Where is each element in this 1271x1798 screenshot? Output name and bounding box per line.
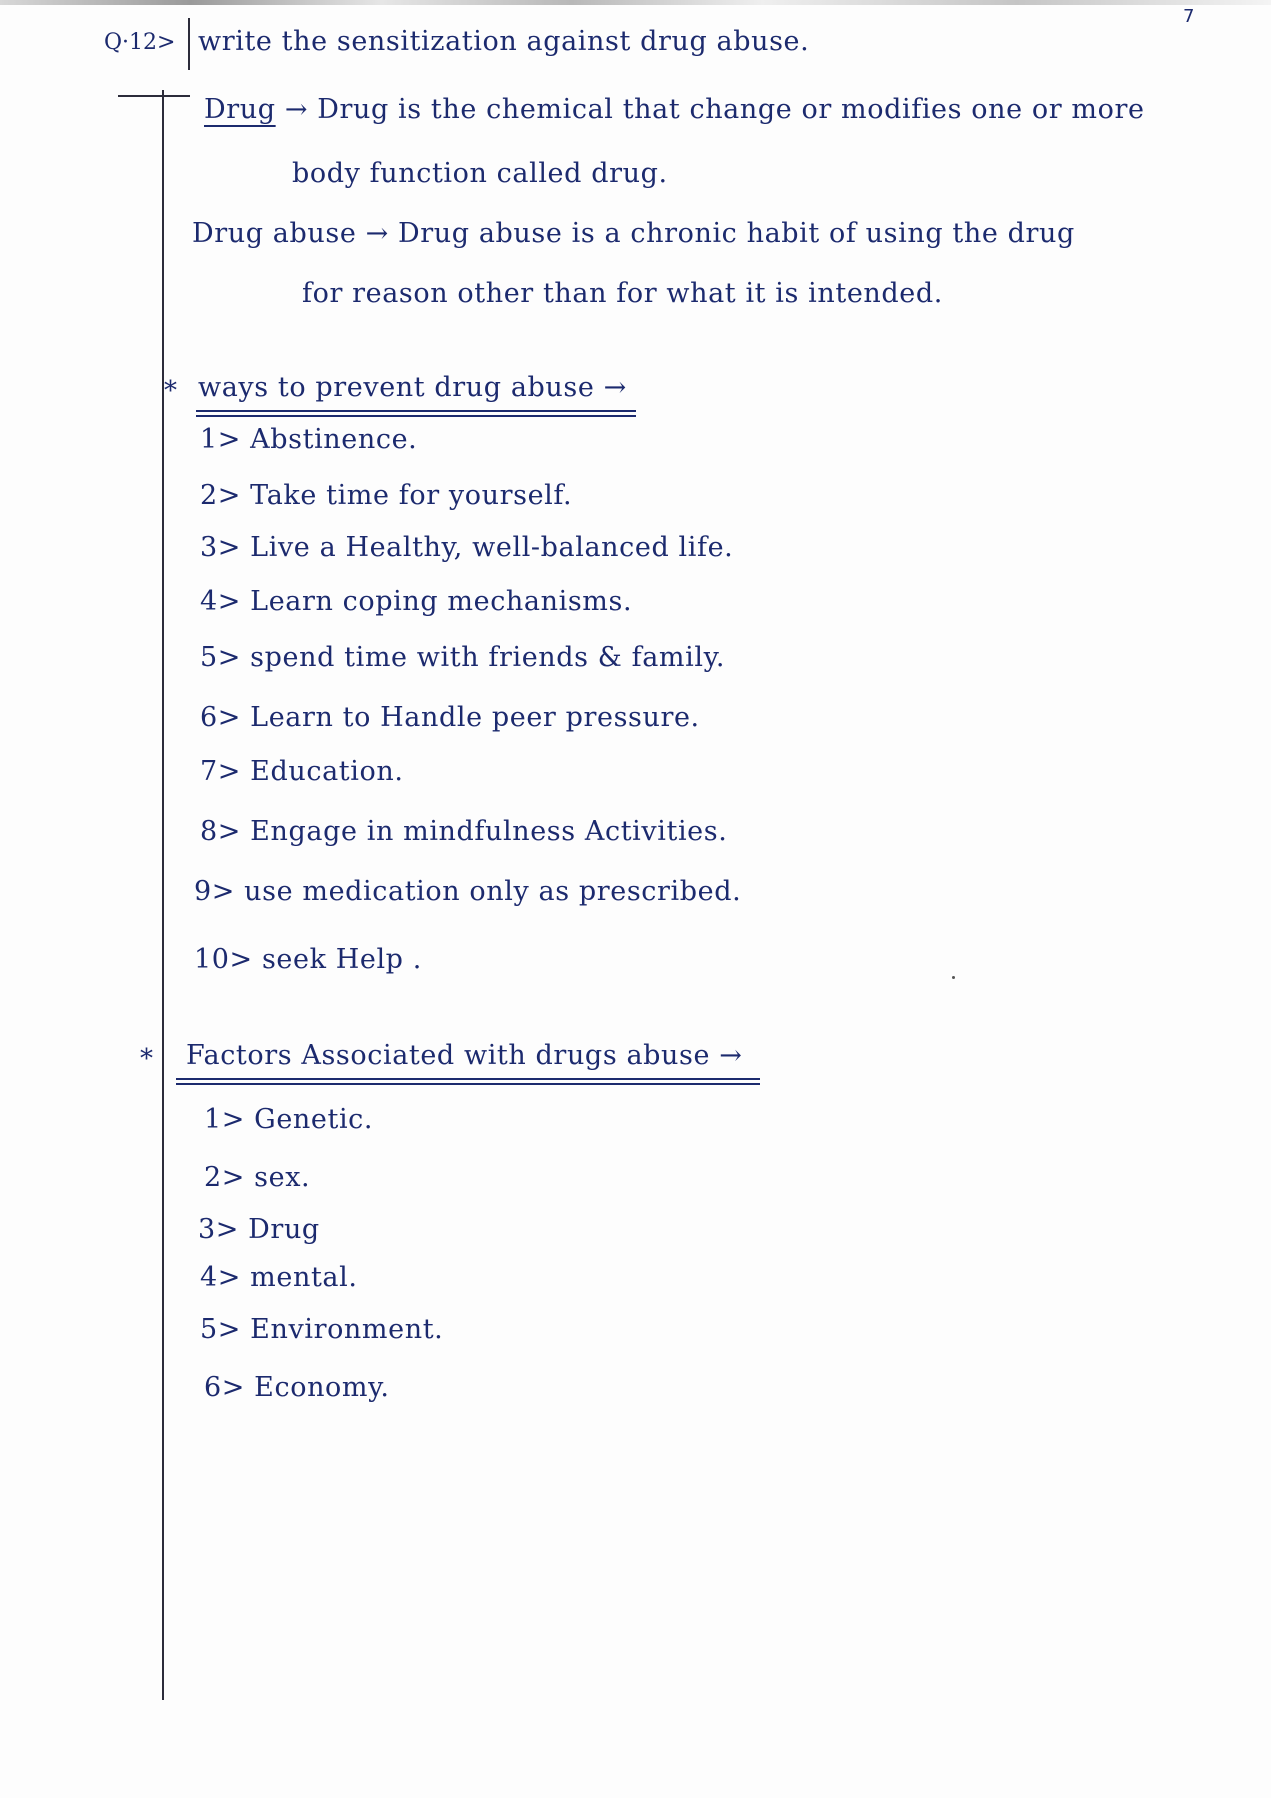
prevent-heading-arrow: → <box>603 372 627 403</box>
prevent-item: 4> Learn coping mechanisms. <box>200 586 633 617</box>
prevent-section-heading <box>198 372 627 403</box>
factor-item: 1> Genetic. <box>204 1104 374 1135</box>
factor-item: 6> Economy. <box>204 1372 390 1403</box>
factor-item: 4> mental. <box>200 1262 358 1293</box>
drug-abuse-definition-text1: Drug abuse is a chronic habit of using the drug <box>398 218 1075 249</box>
factor-item: 2> sex. <box>204 1162 311 1193</box>
prevent-item: 2> Take time for yourself. <box>200 480 573 511</box>
factors-heading-text: Factors Associated with drugs abuse <box>186 1040 711 1071</box>
factors-heading-underline-2 <box>176 1083 760 1085</box>
drug-abuse-definition-line1 <box>192 218 1075 249</box>
prevent-heading-text: ways to prevent drug abuse <box>198 372 595 403</box>
drug-definition-text1: Drug is the chemical that change or modifies one or more <box>317 94 1145 125</box>
margin-line <box>162 90 164 1700</box>
prevent-item: 3> Live a Healthy, well-balanced life. <box>200 532 734 563</box>
prevent-item: 6> Learn to Handle peer pressure. <box>200 702 700 733</box>
prevent-item: 5> spend time with friends & family. <box>200 642 726 673</box>
factors-heading-arrow: → <box>719 1040 743 1071</box>
drug-abuse-definition-line2: for reason other than for what it is intended. <box>302 278 943 309</box>
factors-section-star: * <box>140 1044 153 1074</box>
question-number: Q·12> <box>104 30 176 55</box>
prevent-heading-underline-2 <box>196 415 636 417</box>
factor-item: 3> Drug <box>198 1214 320 1245</box>
prevent-section-star: * <box>164 376 177 406</box>
drug-definition-line2: body function called drug. <box>292 158 668 189</box>
drug-abuse-arrow: → <box>365 218 389 249</box>
page-number: 7 <box>1183 6 1195 27</box>
prevent-item: 9> use medication only as prescribed. <box>194 876 742 907</box>
prevent-heading-underline-1 <box>196 410 636 412</box>
factors-section-heading <box>186 1040 742 1071</box>
question-divider <box>188 18 190 70</box>
page-top-edge <box>0 0 1271 5</box>
prevent-item: 7> Education. <box>200 756 404 787</box>
question-text: write the sensitization against drug abuse. <box>198 26 810 57</box>
drug-abuse-term: Drug abuse <box>192 218 357 249</box>
prevent-item: 10> seek Help . <box>194 944 422 975</box>
stray-dot <box>952 976 955 979</box>
drug-arrow: → <box>284 94 309 125</box>
factors-heading-underline-1 <box>176 1078 760 1080</box>
factor-item: 5> Environment. <box>200 1314 444 1345</box>
drug-term: Drug <box>204 94 276 125</box>
drug-definition-line1 <box>204 94 1145 125</box>
prevent-item: 8> Engage in mindfulness Activities. <box>200 816 728 847</box>
margin-arrow <box>118 95 190 97</box>
prevent-item: 1> Abstinence. <box>200 424 418 455</box>
